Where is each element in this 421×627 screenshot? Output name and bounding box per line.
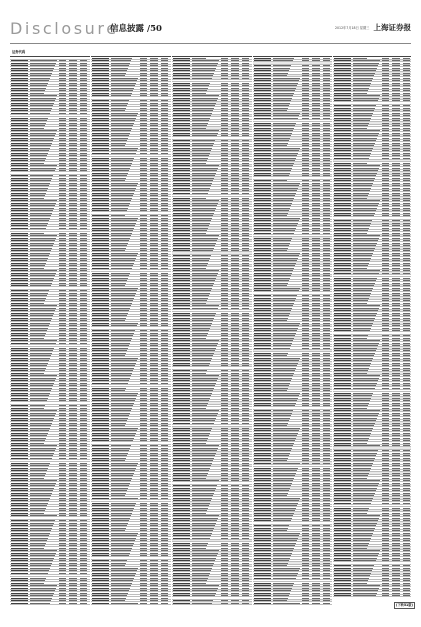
table-row [10, 602, 90, 605]
table-column-4 [253, 48, 332, 606]
column-heading [253, 48, 332, 57]
section-title: 信息披露 /50 [110, 24, 162, 34]
table-row [253, 602, 332, 605]
table-column-5 [333, 48, 411, 600]
table-rows [253, 57, 332, 605]
table-column-2 [91, 48, 171, 606]
column-heading [91, 48, 171, 57]
header-rule [10, 43, 411, 44]
table-rows [172, 57, 252, 605]
issue-date: 2012年7月18日 星期三 [335, 26, 370, 30]
table-rows [10, 57, 90, 605]
table-column-3 [172, 48, 252, 606]
newspaper-logo: 上海证券报 [373, 23, 411, 32]
column-heading: 证券代码 [10, 48, 90, 57]
continued-label: (下转51版) [396, 603, 413, 607]
column-heading [172, 48, 252, 57]
masthead-brand: Disclosure [10, 19, 119, 38]
table-row [172, 602, 252, 605]
table-column-1 [10, 48, 90, 606]
table-row [333, 595, 411, 598]
table-rows [91, 57, 171, 605]
column-heading [333, 48, 411, 57]
table-row [91, 602, 171, 605]
page-header [10, 20, 411, 40]
table-rows [333, 57, 411, 597]
